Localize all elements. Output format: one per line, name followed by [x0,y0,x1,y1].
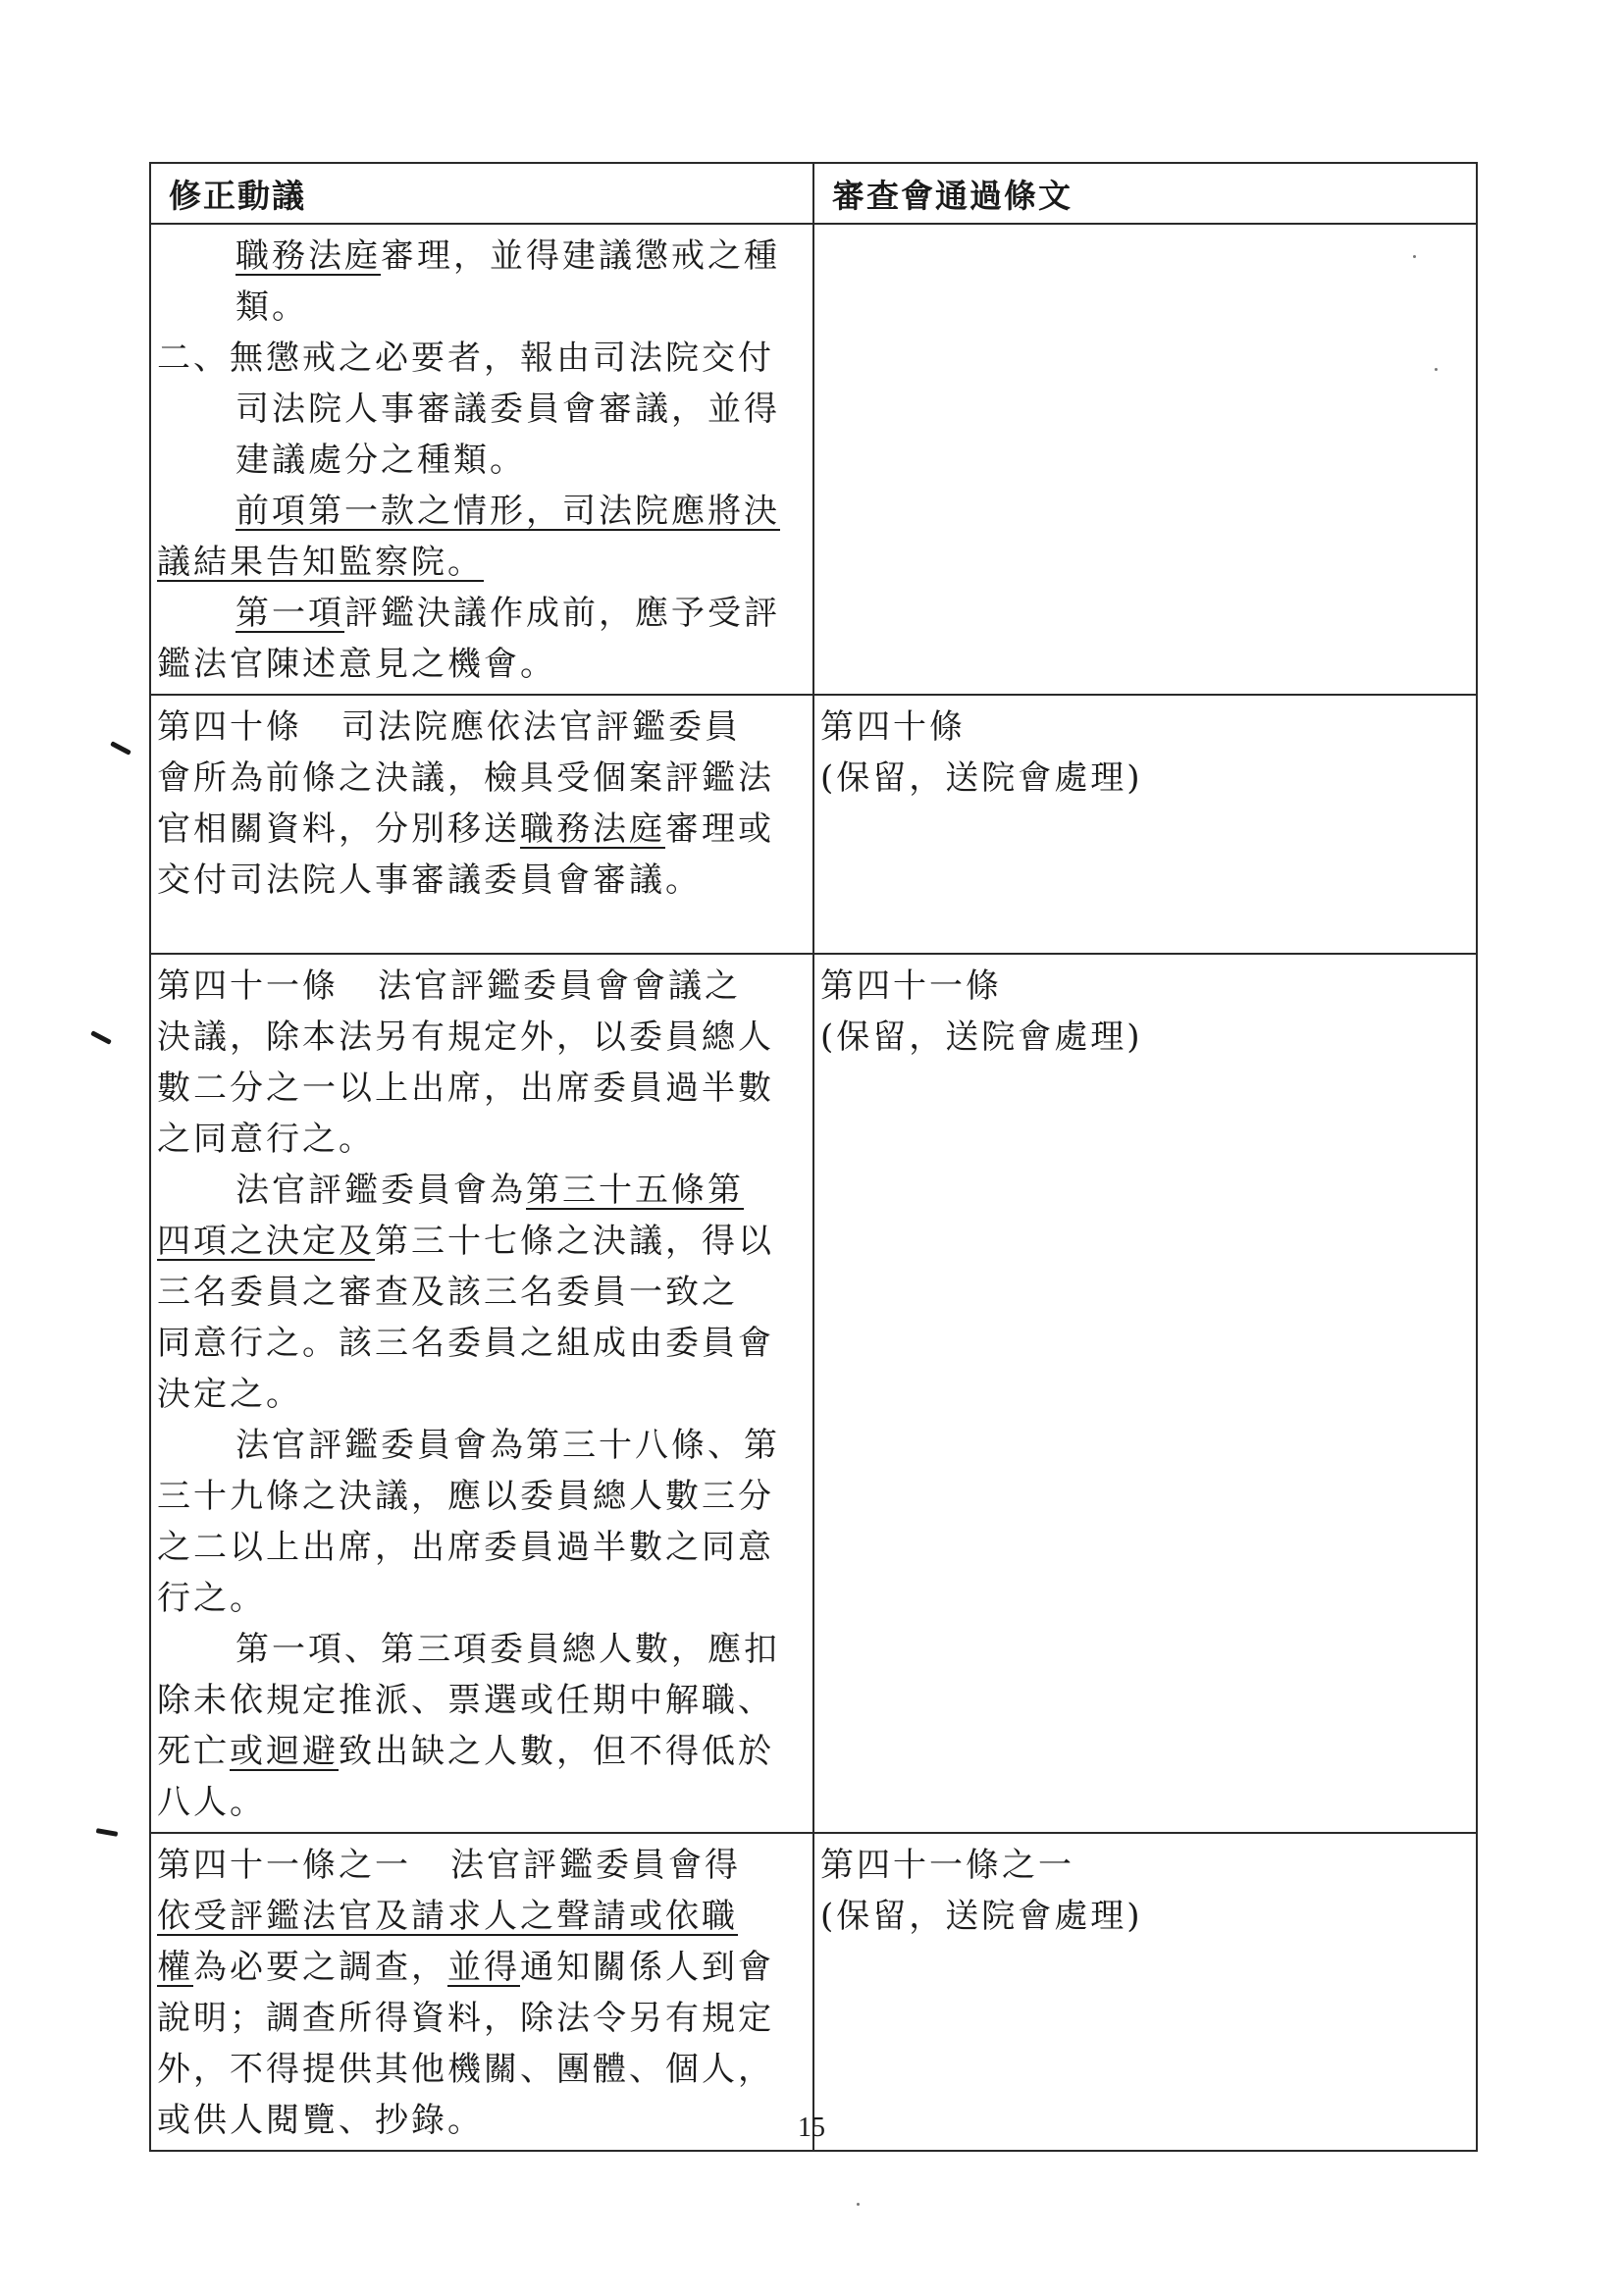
scan-speck [857,2203,860,2206]
article-title: 第四十一條 [157,966,339,1006]
text-line: 三十九條之決議，應以委員總人數三分 [157,1477,774,1516]
text-line: 或供人閱覽、抄錄。 [157,2101,484,2140]
text-line: 議結果告知監察院。 [157,543,484,582]
text-line: 類。 [236,287,308,327]
article-title: 第四十一條之一 [157,1846,411,1885]
text-line: 同意行之。該三名委員之組成由委員會 [157,1324,774,1363]
comparison-table [149,162,1478,2152]
text-line: 第四十一條之一 法官評鑑委員會得 [157,1846,741,1885]
article-41-left [150,954,813,1833]
text-line: 四項之決定及第三十七條之決議，得以 [157,1222,774,1261]
text-line: 行之。 [157,1579,266,1618]
text-line: 二、無懲戒之必要者，報由司法院交付 [157,339,774,378]
article-title: 第四十條 [820,707,966,747]
table-row [150,1833,1477,2151]
article-41-1-left [150,1833,813,2151]
text-line: 官相關資料，分別移送職務法庭審理或 [157,809,774,849]
text-line: 交付司法院人事審議委員會審議。 [157,861,702,900]
text-line: 第四十一條 法官評鑑委員會會議之 [157,966,741,1006]
margin-mark [90,1030,112,1045]
text-line: 決定之。 [157,1375,302,1414]
text-line: 決議，除本法另有規定外，以委員總人 [157,1018,774,1057]
table-row [150,224,1477,695]
text-line: 三名委員之審查及該三名委員一致之 [157,1273,738,1312]
article-41-1-right [813,1833,1477,2151]
reserved-note: (保留，送院會處理) [820,1897,1143,1936]
article-40-left [150,695,813,954]
text-line: 外，不得提供其他機關、團體、個人， [157,2050,774,2089]
text-line: 之同意行之。 [157,1120,375,1159]
header-committee-text: 審查會通過條文 [813,163,1477,224]
text-line: 會所為前條之決議，檢具受個案評鑑法 [157,758,774,798]
text-line: 死亡或迴避致出缺之人數，但不得低於 [157,1732,774,1771]
table-row [150,695,1477,954]
text-line: 職務法庭審理，並得建議懲戒之種 [236,236,780,276]
page-number: 15 [798,2113,825,2143]
text-line: 鑑法官陳述意見之機會。 [157,645,556,684]
text-line: 八人。 [157,1783,266,1822]
margin-mark [96,1828,119,1837]
text-line: 說明；調查所得資料，除法令另有規定 [157,1999,774,2038]
text-line: 法官評鑑委員會為第三十八條、第 [236,1426,780,1465]
margin-mark [110,741,131,756]
text-line: 權為必要之調查，並得通知關係人到會 [157,1948,774,1987]
text-line: 第一項評鑑決議作成前，應予受評 [236,594,780,633]
text-line: 第四十條 司法院應依法官評鑑委員 [157,707,741,747]
scan-speck [1435,368,1438,371]
row-continuation-left [150,224,813,695]
text-line: 之二以上出席，出席委員過半數之同意 [157,1528,774,1567]
text-line: 第一項、第三項委員總人數，應扣 [236,1630,780,1669]
header-amendment-motion: 修正動議 [150,163,813,224]
reserved-note: (保留，送院會處理) [820,1018,1143,1057]
text-line: 法官評鑑委員會為第三十五條第 [236,1171,744,1210]
text-line: 前項第一款之情形，司法院應將決 [236,492,780,531]
text-line: 建議處分之種類。 [236,441,526,480]
article-title: 第四十一條之一 [820,1846,1074,1885]
reserved-note: (保留，送院會處理) [820,758,1143,798]
text-line: 依受評鑑法官及請求人之聲請或依職 [157,1897,738,1936]
text-line: 司法院人事審議委員會審議，並得 [236,390,780,429]
article-title: 第四十條 [157,707,302,747]
article-41-right [813,954,1477,1833]
table-row [150,954,1477,1833]
text-line: 數二分之一以上出席，出席委員過半數 [157,1069,774,1108]
text-line: 除未依規定推派、票選或任期中解職、 [157,1681,774,1720]
scan-speck [1413,255,1416,258]
article-40-right [813,695,1477,954]
article-title: 第四十一條 [820,966,1002,1006]
table-header-row [150,163,1477,224]
row-continuation-right [813,224,1477,695]
